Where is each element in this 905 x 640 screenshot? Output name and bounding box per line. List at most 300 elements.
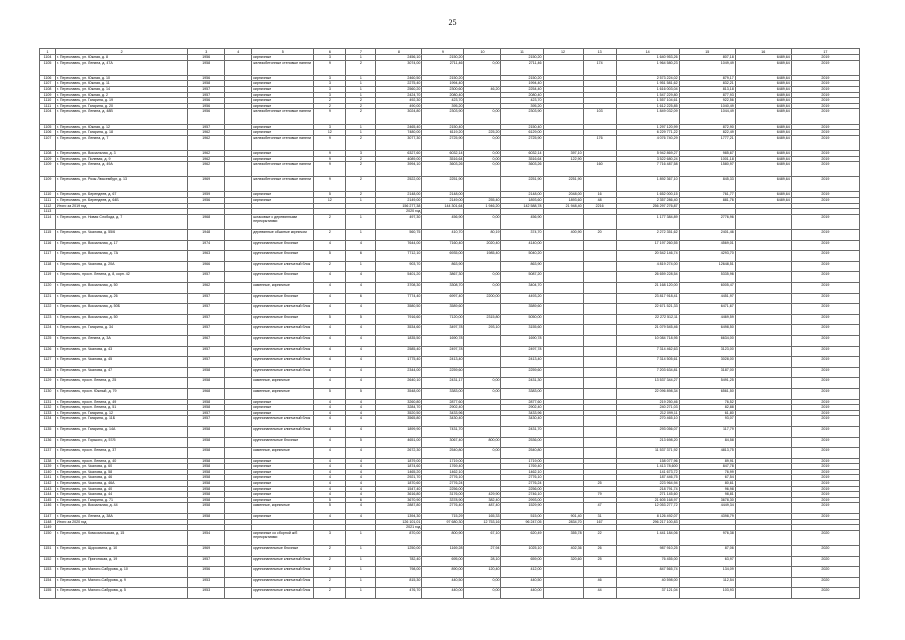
row-number-cell: 1140 xyxy=(40,469,56,475)
repair-cost-cell: 21 079 545,46 xyxy=(616,325,679,336)
address-cell: г. Переславль, ул. Чкалова, д. 46А xyxy=(56,481,188,487)
year-built-cell: 1957 xyxy=(188,325,225,336)
completion-year-cell: 2019 xyxy=(791,481,859,487)
address-cell: г. Переславль, ул. Чкалова, д. 45 xyxy=(56,357,188,368)
row-number-cell: 1131 xyxy=(40,399,56,405)
municipal-area-cell: 440,50 xyxy=(501,577,543,588)
premises-area-cell: 2711,46 xyxy=(422,60,464,75)
limit-cost-cell xyxy=(735,567,791,578)
total-area-cell: 3565,80 xyxy=(376,416,422,427)
residential-area-cell: 487,40 xyxy=(464,503,501,514)
residential-area-cell: 0,00 xyxy=(464,272,501,283)
nonresidential-area-cell xyxy=(543,135,583,150)
row-number-cell: 1108 xyxy=(40,150,56,156)
table-row xyxy=(40,60,860,75)
year-built-cell: 1958 xyxy=(188,437,225,448)
total-area-cell: 3580,50 xyxy=(376,304,422,315)
unit-cost-cell: 3678,30 xyxy=(679,497,735,503)
residents-cell: 22 xyxy=(583,530,616,545)
unit-cost-cell: 4293,70 xyxy=(679,251,735,262)
premises-area-cell: 3867,30 xyxy=(422,272,464,283)
unit-cost-cell: 3187,00 xyxy=(679,367,735,378)
total-area-cell: 2021 год xyxy=(376,525,422,531)
premises-area-cell: 863,90 xyxy=(422,261,464,272)
address-cell: г. Переславль, ул. Вокзальная, д. 50 xyxy=(56,283,188,294)
year-built-cell: 1969 xyxy=(188,177,225,192)
completion-year-cell: 2019 xyxy=(791,388,859,399)
row-number-cell: 1125 xyxy=(40,335,56,346)
floors-cell: 2 xyxy=(314,214,346,229)
entrances-cell: 4 xyxy=(346,304,376,315)
premises-area-cell: 715,29 xyxy=(422,514,464,520)
wall-material-cell: кирпичные xyxy=(252,469,314,475)
residential-area-cell: 165,33 xyxy=(464,514,501,520)
limit-cost-cell xyxy=(735,503,791,514)
completion-year-cell: 2019 xyxy=(791,92,859,98)
floors-cell: 3 xyxy=(314,530,346,545)
municipal-area-cell: 2303,90 xyxy=(501,109,543,124)
municipal-area-cell: 1025,10 xyxy=(501,546,543,557)
premises-area-cell: 3176,00 xyxy=(422,492,464,498)
limit-cost-cell: 6489,64 xyxy=(735,130,791,136)
limit-cost-cell xyxy=(735,530,791,545)
address-cell: г. Переславль, ул. Гагарина, д. 18 xyxy=(56,130,188,136)
residential-area-cell xyxy=(464,335,501,346)
table-row xyxy=(40,293,860,304)
premises-area-cell: 3308,70 xyxy=(422,283,464,294)
municipal-area-cell: 2080,40 xyxy=(501,92,543,98)
repair-cost-cell: 2 573 224,02 xyxy=(616,75,679,81)
municipal-area-cell: 6129,00 xyxy=(501,130,543,136)
total-area-cell: 2460,50 xyxy=(376,75,422,81)
floors-cell: 12 xyxy=(314,130,346,136)
premises-area-cell: 440,50 xyxy=(422,577,464,588)
address-cell: г. Переславль, ул. Гагарина, д. 71 xyxy=(56,497,188,503)
residential-area-cell: 0,00 xyxy=(464,135,501,150)
residents-cell: 16 xyxy=(583,192,616,198)
completion-year-cell: 2019 xyxy=(791,357,859,368)
table-row xyxy=(40,261,860,272)
row-number-cell: 1109 xyxy=(40,162,56,177)
table-row xyxy=(40,240,860,251)
unit-cost-cell: 922,56 xyxy=(679,98,735,104)
municipal-area-cell: 1529,90 xyxy=(501,503,543,514)
entrances-cell: 4 xyxy=(346,410,376,416)
residents-cell xyxy=(583,416,616,427)
repair-cost-cell: 7 314 462,63 xyxy=(616,346,679,357)
repair-cost-cell: 21 605 168,97 xyxy=(616,497,679,503)
completion-year-cell: 2019 xyxy=(791,469,859,475)
entrances-cell: 1 xyxy=(346,261,376,272)
address-cell: г. Переславль, ул. Чкалова, д. 43 xyxy=(56,346,188,357)
total-area-cell: 156 277,38 xyxy=(376,203,422,209)
entrances-cell: 6 xyxy=(346,251,376,262)
year-built-cell: 1954 xyxy=(188,530,225,545)
limit-cost-cell: 6489,64 xyxy=(735,103,791,109)
row-number-cell: 1153 xyxy=(40,567,56,578)
repair-cost-cell: 2 357 286,40 xyxy=(616,198,679,204)
municipal-area-cell: 1893,60 xyxy=(501,198,543,204)
row-number-cell: 1144 xyxy=(40,492,56,498)
total-area-cell: 1775,40 xyxy=(376,357,422,368)
limit-cost-cell: 6489,64 xyxy=(735,92,791,98)
entrances-cell: 4 xyxy=(346,283,376,294)
table-row xyxy=(40,503,860,514)
completion-year-cell: 2019 xyxy=(791,230,859,241)
year-built-cell: 1956 xyxy=(188,75,225,81)
entrances-cell: 1 xyxy=(346,577,376,588)
repair-cost-cell: 847 565,74 xyxy=(616,567,679,578)
row-number-cell: 1118 xyxy=(40,261,56,272)
table-row xyxy=(40,304,860,315)
unit-cost-cell: 845,33 xyxy=(679,177,735,192)
total-area-cell: 2456,10 xyxy=(376,55,422,61)
wall-material-cell: крупнопанельные блочные xyxy=(252,546,314,557)
floors-cell: 3 xyxy=(314,92,346,98)
address-cell: г. Переславль, ул. Гагарина, д. 12 xyxy=(56,410,188,416)
residents-cell: 167 xyxy=(583,519,616,525)
table-row xyxy=(40,272,860,283)
unit-cost-cell: 4398,79 xyxy=(679,514,735,520)
floors-cell: 4 xyxy=(314,357,346,368)
completion-year-cell: 2020 xyxy=(791,567,859,578)
residential-area-cell: 120,40 xyxy=(464,567,501,578)
nonresidential-area-cell xyxy=(543,325,583,336)
residents-cell xyxy=(583,304,616,315)
limit-cost-cell xyxy=(735,388,791,399)
completion-year-cell: 2019 xyxy=(791,410,859,416)
table-row xyxy=(40,283,860,294)
total-area-cell: 2020 год xyxy=(376,209,422,215)
row-number-cell: 1138 xyxy=(40,458,56,464)
year-built-cell: 1957 xyxy=(188,314,225,325)
limit-cost-cell xyxy=(735,240,791,251)
completion-year-cell: 2019 xyxy=(791,283,859,294)
year-built-cell: 1958 xyxy=(188,405,225,411)
completion-year-cell: 2019 xyxy=(791,405,859,411)
total-area-cell: 7712,10 xyxy=(376,251,422,262)
table-row xyxy=(40,530,860,545)
residents-cell xyxy=(583,251,616,262)
year-built-cell: 1956 xyxy=(188,98,225,104)
residents-cell xyxy=(583,283,616,294)
floors-cell: 4 xyxy=(314,378,346,389)
repair-cost-cell: 7 314 505,61 xyxy=(616,357,679,368)
row-number-cell: 1141 xyxy=(40,475,56,481)
address-cell: г. Переславль, ул. Полевая, д. 9 xyxy=(56,156,188,162)
blank-cell xyxy=(225,416,252,427)
row-number-cell: 1107 xyxy=(40,135,56,150)
limit-cost-cell xyxy=(735,577,791,588)
nonresidential-area-cell xyxy=(543,357,583,368)
repair-cost-cell: 3 522 680,24 xyxy=(616,156,679,162)
repair-cost-cell: 213 698,20 xyxy=(616,437,679,448)
repair-cost-cell: 296 217 100,83 xyxy=(616,519,679,525)
address-cell: г. Переславль, ул. Ленина, д. 7 xyxy=(56,135,188,150)
column-number-cell: 1 xyxy=(40,49,56,55)
unit-cost-cell: 89,91 xyxy=(679,458,735,464)
unit-cost-cell: 4451,97 xyxy=(679,293,735,304)
limit-cost-cell xyxy=(735,357,791,368)
unit-cost-cell: 4569,01 xyxy=(679,240,735,251)
blank-cell xyxy=(225,109,252,124)
floors-cell: 9 xyxy=(314,60,346,75)
municipal-area-cell: 2251,90 xyxy=(501,177,543,192)
municipal-area-cell: 2877,60 xyxy=(501,399,543,405)
entrances-cell: 1 xyxy=(346,230,376,241)
total-area-cell: 1250,00 xyxy=(376,546,422,557)
limit-cost-cell: 6489,64 xyxy=(735,150,791,156)
wall-material-cell: железобетонные стеновые панели xyxy=(252,135,314,150)
wall-material-cell: железобетонные стеновые панели xyxy=(252,162,314,177)
unit-cost-cell: 6498,50 xyxy=(679,325,735,336)
premises-area-cell: 1169,28 xyxy=(422,546,464,557)
address-cell: г. Переславль, ул. Южная, д. 12 xyxy=(56,124,188,130)
blank-cell xyxy=(225,214,252,229)
floors-cell: 4 xyxy=(314,304,346,315)
floors-cell: 4 xyxy=(314,335,346,346)
row-number-cell: 1110 xyxy=(40,98,56,104)
repair-cost-cell: 1 547 229,80 xyxy=(616,92,679,98)
entrances-cell: 4 xyxy=(346,448,376,459)
entrances-cell: 1 xyxy=(346,86,376,92)
address-cell: г. Переславль, ул. Гагарина, д. 14А xyxy=(56,426,188,437)
residential-area-cell xyxy=(464,416,501,427)
address-cell: г. Переславль, ул. Малого-Сабурова, д. 5 xyxy=(56,588,188,599)
repair-cost-cell: 12 053 277,72 xyxy=(616,503,679,514)
year-built-cell: 1962 xyxy=(188,162,225,177)
blank-cell xyxy=(225,293,252,304)
blank-cell xyxy=(225,272,252,283)
nonresidential-area-cell: 397,10 xyxy=(543,150,583,156)
wall-material-cell: крупнопанельные клинчатый блок xyxy=(252,426,314,437)
total-area-cell: 3616,80 xyxy=(376,492,422,498)
total-area-cell: 1899,90 xyxy=(376,426,422,437)
nonresidential-area-cell xyxy=(543,109,583,124)
total-area-cell: 3024,80 xyxy=(376,109,422,124)
row-number-cell: 1109 xyxy=(40,92,56,98)
completion-year-cell: 2019 xyxy=(791,130,859,136)
premises-area-cell: 2540,80 xyxy=(422,448,464,459)
completion-year-cell: 2019 xyxy=(791,135,859,150)
repair-cost-cell: 1 612 225,85 xyxy=(616,103,679,109)
year-built-cell: 1958 xyxy=(188,492,225,498)
year-built-cell: 1962 xyxy=(188,150,225,156)
column-number-cell: 11 xyxy=(501,49,543,55)
floors-cell: 4 xyxy=(314,367,346,378)
unit-cost-cell: 2401,46 xyxy=(679,230,735,241)
column-number-cell: 8 xyxy=(376,49,422,55)
blank-cell xyxy=(225,135,252,150)
entrances-cell: 1 xyxy=(346,214,376,229)
wall-material-cell: крупнопанельные блочные xyxy=(252,293,314,304)
total-area-cell: 903,70 xyxy=(376,261,422,272)
floors-cell: 2 xyxy=(314,230,346,241)
residential-area-cell xyxy=(464,304,501,315)
residents-cell: 20 xyxy=(583,230,616,241)
wall-material-cell: кирпичные xyxy=(252,492,314,498)
unit-cost-cell: 872,90 xyxy=(679,124,735,130)
table-row xyxy=(40,325,860,336)
blank-cell xyxy=(225,240,252,251)
wall-material-cell: крупнопанельные клинчатый блок xyxy=(252,261,314,272)
repair-cost-cell: 5 942 869,27 xyxy=(616,150,679,156)
wall-material-cell: кирпичные xyxy=(252,481,314,487)
row-number-cell: 1120 xyxy=(40,283,56,294)
address-cell: Итого за 2020 год xyxy=(56,519,188,525)
table-row xyxy=(40,314,860,325)
municipal-area-cell: 3155,60 xyxy=(501,325,543,336)
total-area-cell: 560,75 xyxy=(376,230,422,241)
total-area-cell: 3074,00 xyxy=(376,60,422,75)
wall-material-cell: шлаковые с деревянными перекрытиями xyxy=(252,214,314,229)
residential-area-cell: 1 946,20 xyxy=(464,203,501,209)
blank-cell xyxy=(225,388,252,399)
row-number-cell: 1124 xyxy=(40,325,56,336)
nonresidential-area-cell xyxy=(543,304,583,315)
municipal-area-cell: 2776,24 xyxy=(501,481,543,487)
total-area-cell: 7774,40 xyxy=(376,293,422,304)
municipal-area-cell: 2254,40 xyxy=(501,86,543,92)
municipal-area-cell: 2902,40 xyxy=(501,405,543,411)
nonresidential-area-cell xyxy=(543,567,583,578)
nonresidential-area-cell xyxy=(543,437,583,448)
total-area-cell: 3284,70 xyxy=(376,405,422,411)
municipal-area-cell: 2256,00 xyxy=(501,486,543,492)
residents-cell xyxy=(583,367,616,378)
residents-cell: 26 xyxy=(583,546,616,557)
repair-cost-cell: 1 892 367,10 xyxy=(616,177,679,192)
residential-area-cell: 255,40 xyxy=(464,198,501,204)
row-number-cell: 1132 xyxy=(40,405,56,411)
premises-area-cell: 3603,26 xyxy=(422,162,464,177)
repair-cost-cell: 4 076 740,29 xyxy=(616,135,679,150)
unit-cost-cell: 822,49 xyxy=(679,130,735,136)
wall-material-cell: кирпичные xyxy=(252,475,314,481)
address-cell: г. Переславль, ул. Вокзальная, д. 17 xyxy=(56,240,188,251)
repair-cost-cell: 20 542 146,74 xyxy=(616,251,679,262)
unit-cost-cell: 82,88 xyxy=(679,405,735,411)
residential-area-cell: 0,00 xyxy=(464,378,501,389)
completion-year-cell: 2019 xyxy=(791,437,859,448)
column-number-cell: 3 xyxy=(188,49,225,55)
premises-area-cell: 2256,00 xyxy=(422,486,464,492)
address-cell: г. Переславль, ул. Чкалова, д. 58 xyxy=(56,469,188,475)
year-built-cell: 1957 xyxy=(188,357,225,368)
total-area-cell: 5401,20 xyxy=(376,272,422,283)
row-number-cell: 1142 xyxy=(40,481,56,487)
total-area-cell: 7644,00 xyxy=(376,240,422,251)
row-number-cell: 1139 xyxy=(40,464,56,470)
nonresidential-area-cell: 402,36 xyxy=(543,546,583,557)
blank-cell xyxy=(225,177,252,192)
limit-cost-cell xyxy=(735,588,791,599)
year-built-cell: 1958 xyxy=(188,469,225,475)
entrances-cell: 2 xyxy=(346,156,376,162)
address-cell: г. Переславль, ул. Щорсовина, д. 10 xyxy=(56,546,188,557)
residents-cell: 176 xyxy=(583,135,616,150)
year-built-cell: 1956 xyxy=(188,103,225,109)
blank-cell xyxy=(225,546,252,557)
limit-cost-cell: 6489,64 xyxy=(735,81,791,87)
total-area-cell: 497,30 xyxy=(376,214,422,229)
total-area-cell: 798,00 xyxy=(376,567,422,578)
completion-year-cell: 2019 xyxy=(791,192,859,198)
wall-material-cell: крупнопанельные клинчатый блок xyxy=(252,367,314,378)
municipal-area-cell: 2431,30 xyxy=(501,378,543,389)
total-area-cell: 7480,00 xyxy=(376,130,422,136)
entrances-cell: 2 xyxy=(346,103,376,109)
repair-cost-cell: 22 096 898,34 xyxy=(616,388,679,399)
municipal-area-cell: 2540,80 xyxy=(501,448,543,459)
floors-cell: 4 xyxy=(314,458,346,464)
floors-cell: 4 xyxy=(314,346,346,357)
wall-material-cell: кирпичные xyxy=(252,514,314,520)
address-cell: г. Переславль, ул. Гагарина, д. 11Б xyxy=(56,416,188,427)
entrances-cell: 6 xyxy=(346,293,376,304)
row-number-cell: 1148 xyxy=(40,519,56,525)
premises-area-cell: 3378,90 xyxy=(422,497,464,503)
limit-cost-cell: 6489,64 xyxy=(735,135,791,150)
table-row xyxy=(40,109,860,124)
row-number-cell: 1150 xyxy=(40,530,56,545)
address-cell: г. Переславль, просп. Ленина, д. 40 xyxy=(56,458,188,464)
repair-cost-cell: 7 716 487,58 xyxy=(616,162,679,177)
limit-cost-cell xyxy=(735,367,791,378)
blank-cell xyxy=(225,448,252,459)
address-cell: г. Переславль, просп. Южный, д. 79 xyxy=(56,388,188,399)
wall-material-cell: кирпичные xyxy=(252,81,314,87)
completion-year-cell: 2019 xyxy=(791,458,859,464)
residents-cell xyxy=(583,272,616,283)
premises-area-cell: 395,20 xyxy=(422,103,464,109)
limit-cost-cell: 6489,64 xyxy=(735,177,791,192)
premises-area-cell: 2902,40 xyxy=(422,405,464,411)
unit-cost-cell: 976,38 xyxy=(679,530,735,545)
wall-material-cell: крупнопанельные клинчатый блок xyxy=(252,357,314,368)
nonresidential-area-cell xyxy=(543,448,583,459)
nonresidential-area-cell xyxy=(543,503,583,514)
total-area-cell: 126 101,01 xyxy=(376,519,422,525)
entrances-cell: 1 xyxy=(346,130,376,136)
limit-cost-cell xyxy=(735,230,791,241)
row-number-cell: 1126 xyxy=(40,346,56,357)
table-row xyxy=(40,567,860,578)
year-built-cell: 1958 xyxy=(188,497,225,503)
repair-cost-cell: 293 056,07 xyxy=(616,426,679,437)
unit-cost-cell: 4813,75 xyxy=(679,448,735,459)
entrances-cell: 1 xyxy=(346,92,376,98)
completion-year-cell: 2019 xyxy=(791,240,859,251)
total-area-cell: 476,70 xyxy=(376,588,422,599)
residential-area-cell: 27,94 xyxy=(464,546,501,557)
completion-year-cell: 2019 xyxy=(791,156,859,162)
entrances-cell: 5 xyxy=(346,388,376,399)
wall-material-cell: кирпичные со сборной ж/б перекрытиями xyxy=(252,530,314,545)
municipal-area-cell: 659,00 xyxy=(501,556,543,567)
column-number-cell: 4 xyxy=(225,49,252,55)
residential-area-cell: 0,00 xyxy=(464,283,501,294)
completion-year-cell: 2019 xyxy=(791,272,859,283)
wall-material-cell: крупнопанельные клинчатый блок xyxy=(252,335,314,346)
repair-cost-cell: 2 272 351,62 xyxy=(616,230,679,241)
entrances-cell: 2 xyxy=(346,98,376,104)
floors-cell: 4 xyxy=(314,475,346,481)
premises-area-cell: 3383,00 xyxy=(422,388,464,399)
total-area-cell: 815,30 xyxy=(376,577,422,588)
premises-area-cell: 97 680,30 xyxy=(422,519,464,525)
repair-cost-cell: 23 817 918,41 xyxy=(616,293,679,304)
